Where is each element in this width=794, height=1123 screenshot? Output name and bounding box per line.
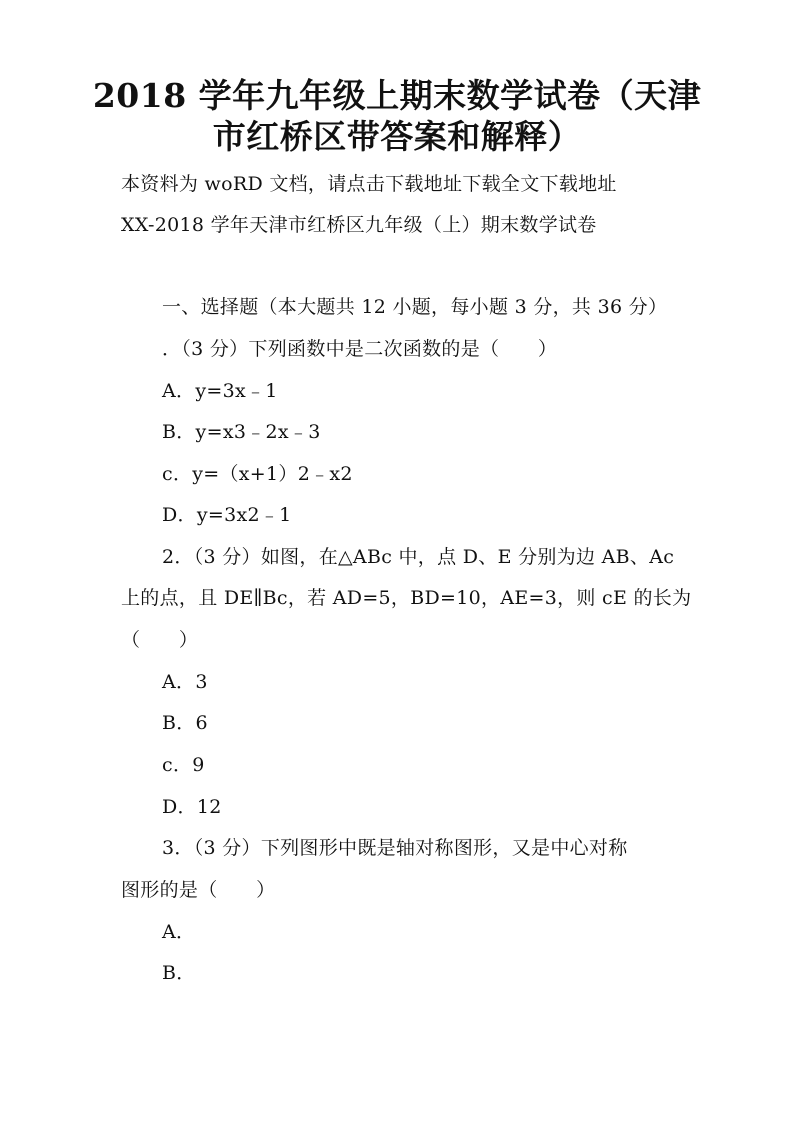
question-1-option-b: B．y=x3﹣2x﹣3 <box>162 421 321 443</box>
question-2-stem-line-2: 上的点，且 DE∥Bc，若 AD=5，BD=10，AE=3，则 cE 的长为 <box>121 587 692 609</box>
question-3-stem-line-2: 图形的是（ ） <box>121 879 276 901</box>
question-3-option-b: B． <box>162 962 196 984</box>
question-2-option-d: D．12 <box>162 796 222 818</box>
question-2-option-b: B．6 <box>162 712 208 734</box>
intro-text-line-1: 本资料为 woRD 文档，请点击下载地址下载全文下载地址 <box>121 173 617 195</box>
section-heading: 一、选择题（本大题共 12 小题，每小题 3 分，共 36 分） <box>162 296 668 318</box>
question-2-option-c: c．9 <box>162 754 205 776</box>
question-2-stem-line-1: 2．（3 分）如图，在△ABc 中，点 D、E 分别为边 AB、Ac <box>162 546 675 568</box>
document-title-line-1: 2018 学年九年级上期末数学试卷（天津 <box>92 76 702 115</box>
question-1-stem: ．（3 分）下列函数中是二次函数的是（ ） <box>162 338 558 360</box>
question-1-option-a: A．y=3x﹣1 <box>162 380 278 402</box>
question-3-stem-line-1: 3．（3 分）下列图形中既是轴对称图形，又是中心对称 <box>162 837 628 859</box>
question-1-option-d: D．y=3x2﹣1 <box>162 504 292 526</box>
document-title-line-2: 市红桥区带答案和解释） <box>212 117 582 156</box>
question-2-option-a: A．3 <box>162 671 208 693</box>
question-2-stem-line-3: （ ） <box>121 629 199 651</box>
question-1-option-c: c．y=（x+1）2﹣x2 <box>162 463 353 485</box>
intro-text-line-2: XX-2018 学年天津市红桥区九年级（上）期末数学试卷 <box>121 214 597 236</box>
question-3-option-a: A． <box>162 921 196 943</box>
